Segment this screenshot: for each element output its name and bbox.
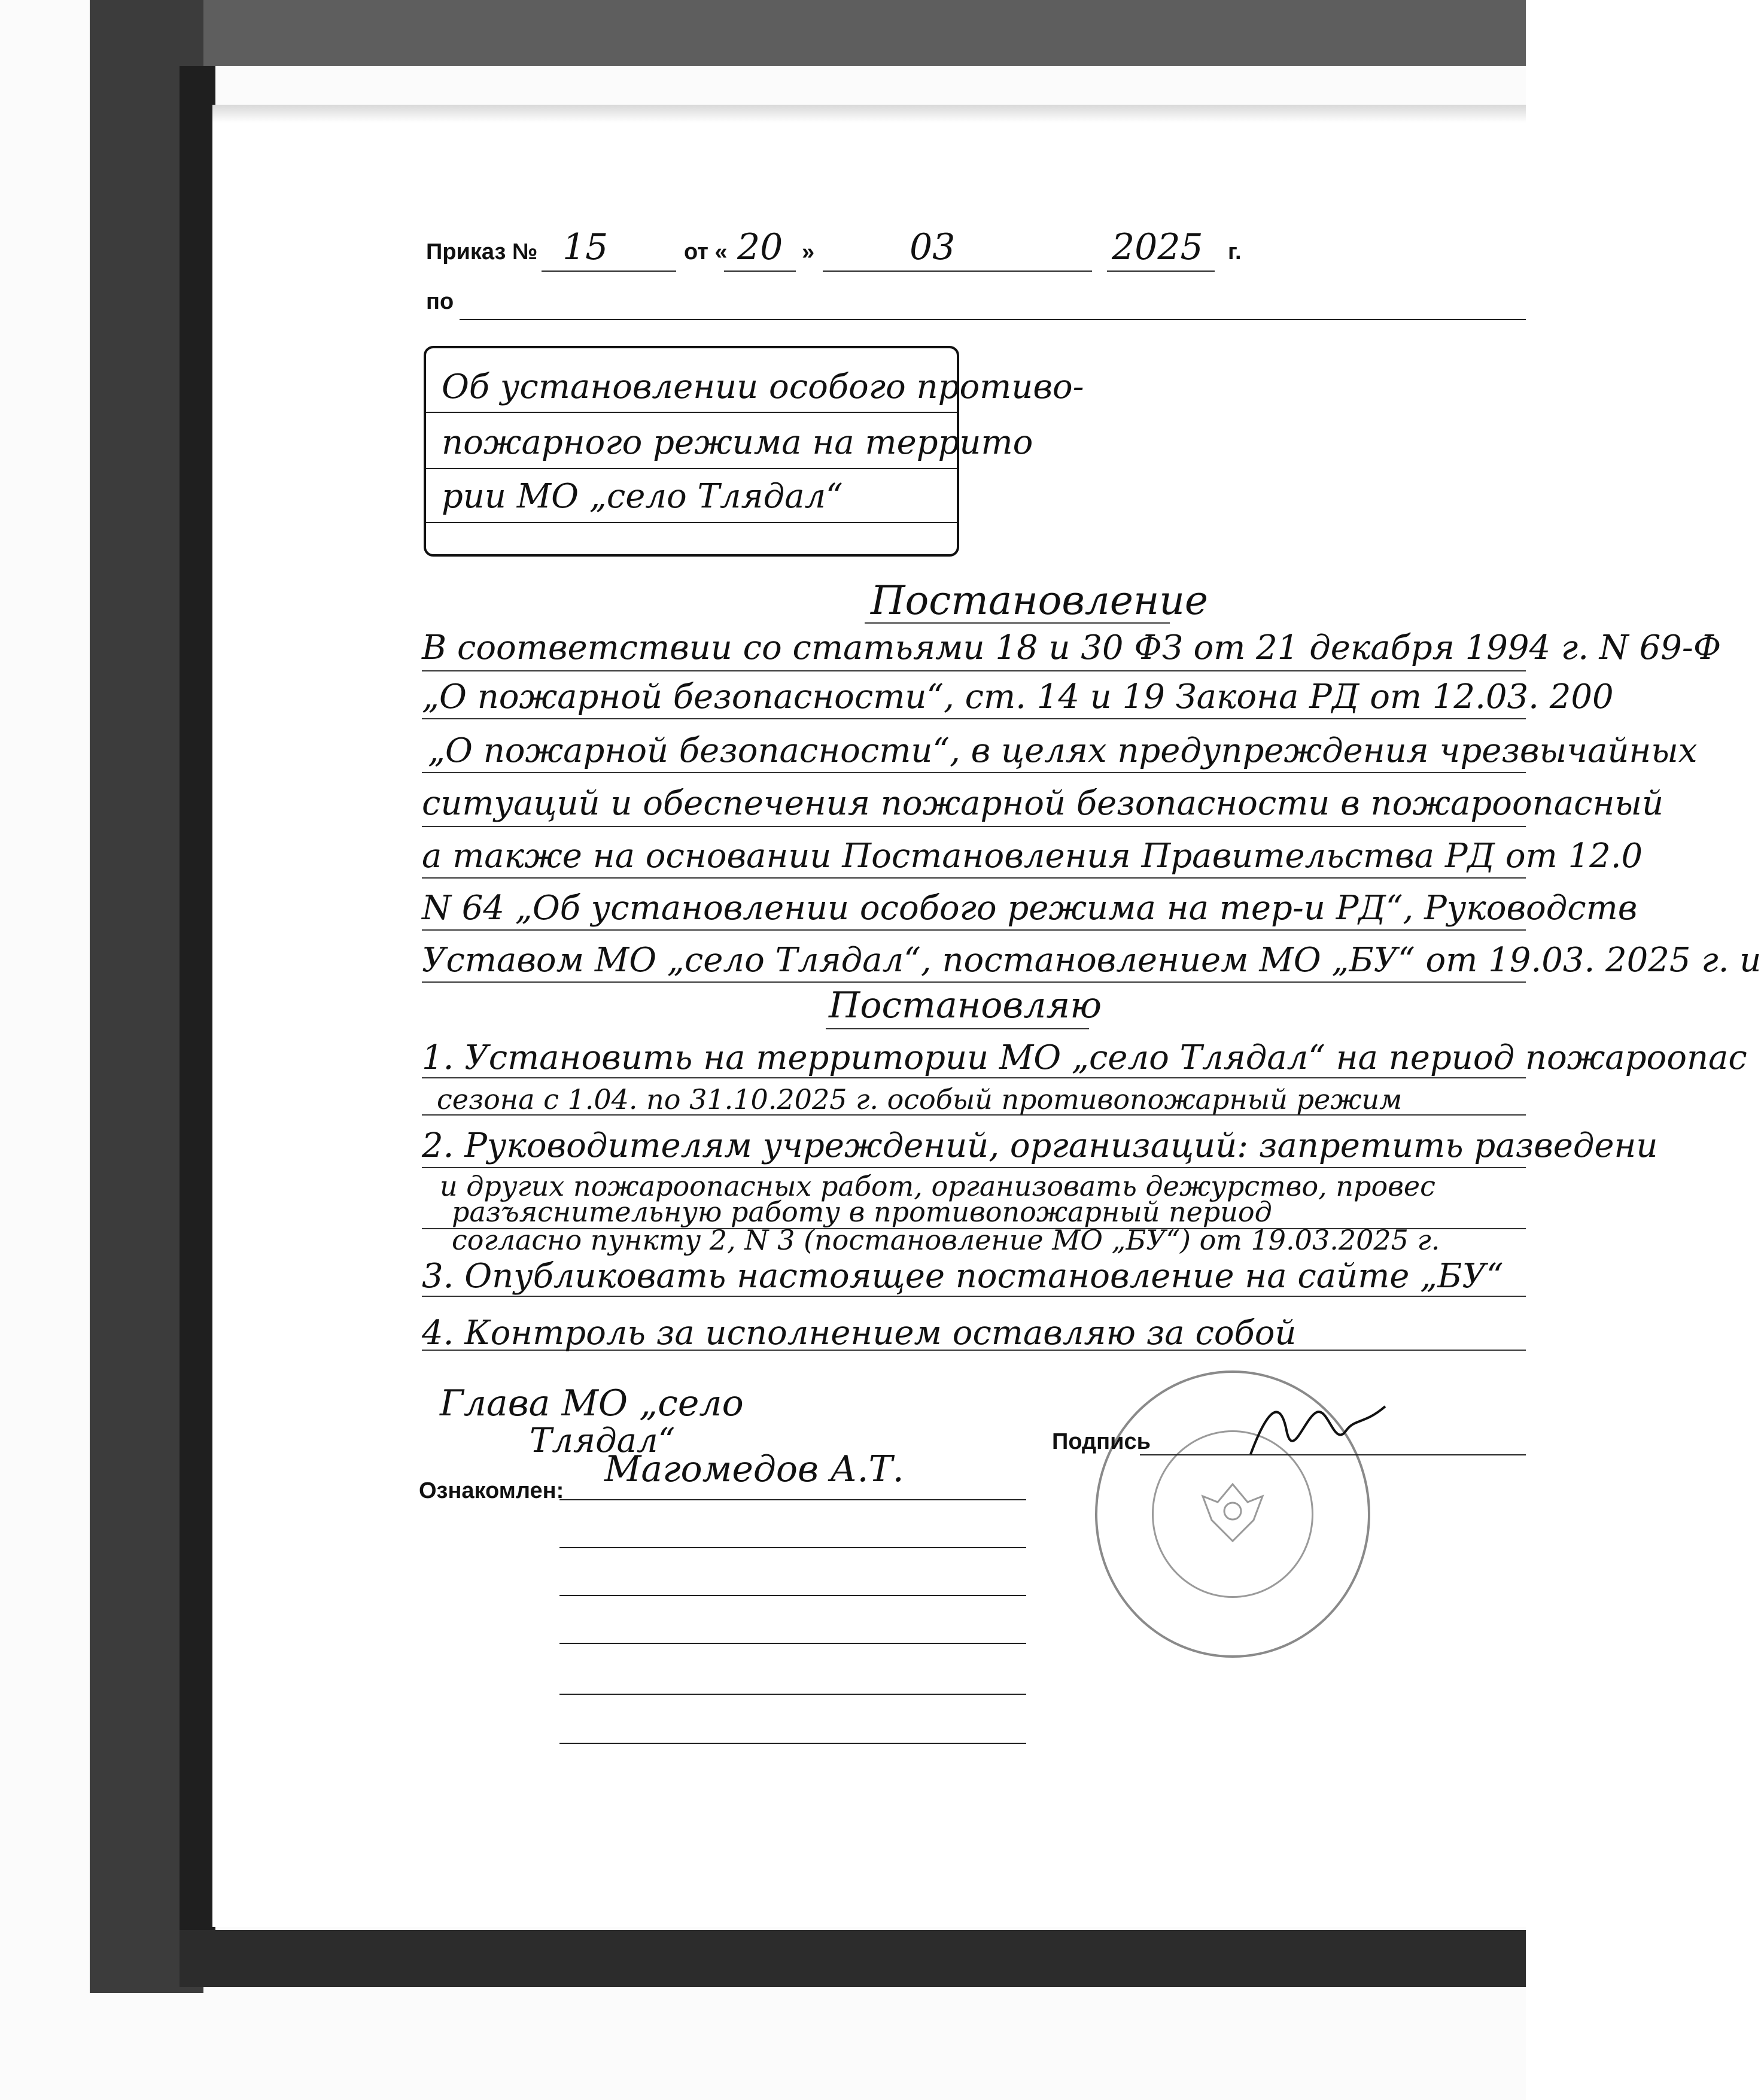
scanner-edge-top — [90, 0, 1526, 66]
order-day-line — [724, 271, 796, 272]
acquainted-line-1 — [559, 1499, 1026, 1500]
title-text-2: пожарного режима на террито — [442, 423, 1033, 462]
order-year: 2025 — [1112, 226, 1203, 268]
item-2-line-1: 2. Руководителям учреждений, организаций: запретить разведени — [422, 1126, 1658, 1165]
ruled-line — [422, 981, 1526, 983]
handwritten-signature-icon — [1245, 1394, 1388, 1466]
acquainted-line-6 — [559, 1743, 1026, 1744]
ruled-line — [422, 772, 1526, 773]
item-1-line-1: 1. Установить на территории МО „село Тлядал“ на период пожароопас — [422, 1038, 1747, 1077]
signoff-position-2: Тлядал“ — [530, 1421, 676, 1460]
item-3: 3. Опубликовать настоящее постановление на сайте „БУ“ — [422, 1257, 1504, 1296]
title-line-2 — [426, 468, 957, 469]
item-4: 4. Контроль за исполнением оставляю за собой — [422, 1314, 1297, 1353]
heading-underline — [865, 622, 1170, 624]
document-heading: Постановление — [871, 578, 1208, 624]
order-year-line — [1107, 271, 1215, 272]
ruled-line — [422, 1167, 1526, 1168]
item-2-line-3: разъяснительную работу в противопожарный период — [452, 1196, 1272, 1228]
ruled-line — [422, 877, 1526, 879]
order-number: 15 — [562, 226, 609, 268]
signoff-position-1: Глава МО „село — [440, 1382, 744, 1424]
scanner-edge-shadow — [180, 66, 215, 1939]
ruled-line — [422, 1077, 1526, 1078]
acquainted-label: Ознакомлен: — [419, 1478, 564, 1503]
title-line-1 — [426, 412, 957, 413]
preamble-line-4: ситуаций и обеспечения пожарной безопасности в пожароопасный — [422, 784, 1664, 823]
preamble-line-5: а также на основании Постановления Правительства РД от 12.0 — [422, 837, 1643, 876]
acquainted-line-3 — [559, 1595, 1026, 1596]
ruled-line — [422, 670, 1526, 671]
item-1-line-2: сезона с 1.04. по 31.10.2025 г. особый противопожарный режим — [437, 1083, 1403, 1116]
acquainted-line-5 — [559, 1694, 1026, 1695]
preamble-line-2: „О пожарной безопасности“, ст. 14 и 19 Закона РД от 12.03. 200 — [422, 677, 1614, 716]
ruled-line — [422, 1296, 1526, 1297]
from-label: от « — [684, 239, 728, 265]
preamble-line-7: Уставом МО „село Тлядал“, постановлением МО „БУ“ от 19.03. 2025 г. и — [422, 941, 1761, 980]
ruled-line — [422, 718, 1526, 719]
order-day: 20 — [737, 226, 783, 268]
about-label: по — [426, 289, 454, 314]
signoff-name: Магомедов А.Т. — [604, 1448, 904, 1490]
title-line-3 — [426, 522, 957, 523]
item-2-line-4: согласно пункту 2, N 3 (постановление МО „БУ“) от 19.03.2025 г. — [452, 1224, 1440, 1256]
order-number-line — [542, 271, 676, 272]
title-box — [424, 346, 1084, 557]
seal-emblem-icon — [1191, 1478, 1275, 1550]
title-text-1: Об установлении особого противо- — [442, 367, 1084, 406]
signature-label: Подпись — [1052, 1429, 1151, 1454]
year-suffix: г. — [1228, 239, 1242, 265]
resolve-heading: Постановляю — [829, 984, 1102, 1026]
acquainted-line-4 — [559, 1643, 1026, 1644]
preamble-line-1: В соответствии со статьями 18 и 30 ФЗ от 21 декабря 1994 г. N 69-Ф — [422, 628, 1722, 667]
item-2-line-2: и других пожароопасных работ, организовать дежурство, провес — [440, 1170, 1435, 1202]
preamble-line-6: N 64 „Об установлении особого режима на тер-и РД“, Руководств — [422, 889, 1638, 928]
ruled-line — [422, 826, 1526, 827]
order-month: 03 — [910, 226, 956, 268]
scanner-edge-bottom — [180, 1930, 1526, 1987]
resolve-underline — [826, 1028, 1089, 1029]
order-month-line — [823, 271, 1092, 272]
ruled-line — [422, 929, 1526, 931]
about-line — [460, 319, 1526, 320]
acquainted-line-2 — [559, 1547, 1026, 1548]
quote-close: » — [802, 239, 815, 265]
page-shadow — [212, 105, 1526, 123]
title-text-3: рии МО „село Тлядал“ — [442, 477, 843, 516]
order-label: Приказ № — [426, 239, 538, 265]
preamble-line-3: „О пожарной безопасности“, в целях предупреждения чрезвычайных — [428, 731, 1698, 770]
